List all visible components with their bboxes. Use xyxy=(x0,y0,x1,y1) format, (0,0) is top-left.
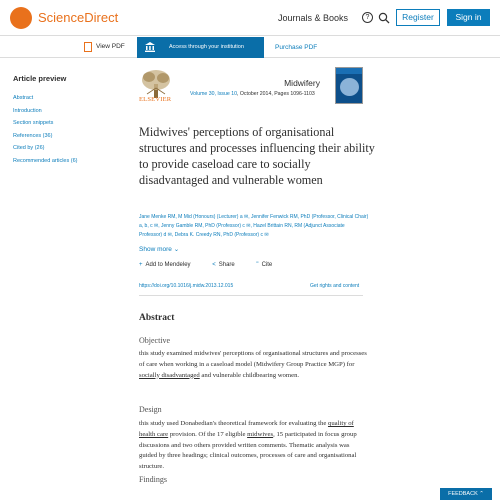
quality-of-health-care-link[interactable]: quality of health care xyxy=(139,420,354,438)
plus-icon: + xyxy=(139,262,143,268)
sciencedirect-logo-text[interactable]: ScienceDirect xyxy=(38,10,119,25)
socially-disadvantaged-link[interactable]: socially disadvantaged xyxy=(139,371,200,379)
chevron-up-icon: ⌃ xyxy=(479,491,484,497)
cover-title-band xyxy=(336,68,363,74)
volume-issue-link[interactable]: Volume 30, Issue 10 xyxy=(190,91,238,97)
sidebar-item-recommended[interactable]: Recommended articles (6) xyxy=(13,157,78,164)
article-outline-sidebar xyxy=(13,74,123,167)
share-button[interactable] xyxy=(212,262,245,268)
sign-in-button[interactable]: Sign in xyxy=(447,9,490,26)
feedback-label: FEEDBACK xyxy=(448,491,478,497)
feedback-button[interactable] xyxy=(440,488,492,500)
cite-button[interactable] xyxy=(256,262,282,268)
objective-text-1: this study examined midwives' perceptions of organisational structures and processes of care when working in a caseload model (Midwifery Group Practice MGP) for xyxy=(139,350,367,368)
add-to-mendeley-label: Add to Mendeley xyxy=(145,262,191,268)
quote-icon: " xyxy=(256,262,259,268)
help-icon[interactable]: ? xyxy=(362,12,373,23)
doi-link[interactable]: https://doi.org/10.1016/j.midw.2013.12.015 xyxy=(139,283,234,289)
divider xyxy=(139,295,363,296)
midwives-link[interactable]: midwives xyxy=(247,430,274,438)
rights-link[interactable]: Get rights and content xyxy=(310,283,360,289)
institution-icon xyxy=(145,42,155,52)
cite-label: Cite xyxy=(261,262,273,268)
article-title: Midwives' perceptions of organisational structures and processes influencing their ability to provide caseload care to socially disadvantaged and vulnerable women xyxy=(139,125,375,187)
cover-picture xyxy=(340,78,359,96)
sidebar-item-introduction[interactable]: Introduction xyxy=(13,107,42,114)
design-heading: Design xyxy=(139,405,162,414)
sidebar-item-abstract[interactable]: Abstract xyxy=(13,95,34,101)
access-through-institution-button[interactable] xyxy=(137,37,264,58)
design-text-3: , 15 participated in focus group discussions and two others provided written comments. Thematic analysis was guided by three headings; clinical outcomes, processes of care and organisational structure. xyxy=(139,430,357,471)
findings-heading: Findings xyxy=(139,475,168,484)
top-header xyxy=(0,0,500,36)
volume-pages: , October 2014, Pages 1096-1103 xyxy=(237,91,315,97)
show-more-button[interactable] xyxy=(139,245,179,253)
purchase-pdf-link[interactable]: Purchase PDF xyxy=(275,44,318,51)
pdf-icon[interactable] xyxy=(84,42,92,52)
article-actions xyxy=(139,262,292,268)
design-body xyxy=(139,419,369,473)
view-pdf-link[interactable]: View PDF xyxy=(96,43,125,50)
journal-name-link[interactable]: Midwifery xyxy=(284,78,320,88)
show-more-label: Show more xyxy=(139,246,172,253)
objective-heading: Objective xyxy=(139,336,171,345)
sidebar-title: Article preview xyxy=(13,74,67,83)
register-button[interactable]: Register xyxy=(396,9,440,26)
journal-cover-image[interactable] xyxy=(335,67,363,104)
search-icon[interactable] xyxy=(378,12,390,24)
abstract-heading: Abstract xyxy=(139,313,175,323)
sidebar-item-cited-by[interactable]: Cited by (26) xyxy=(13,145,45,151)
sidebar-item-section-snippets[interactable]: Section snippets xyxy=(13,120,54,126)
share-icon: < xyxy=(212,262,216,268)
elsevier-wordmark[interactable]: ELSEVIER xyxy=(139,96,172,103)
share-label: Share xyxy=(218,262,235,268)
journals-books-link[interactable]: Journals & Books xyxy=(278,13,349,23)
article-action-bar xyxy=(0,37,500,58)
sciencedirect-logo-icon[interactable] xyxy=(10,7,32,29)
access-button-label: Access through your institution xyxy=(169,44,244,50)
design-text-1: this study used Donabedian's theoretical framework for evaluating the xyxy=(139,420,328,427)
objective-text-2: and vulnerable childbearing women. xyxy=(199,371,300,379)
volume-info xyxy=(190,91,315,97)
chevron-down-icon: ⌄ xyxy=(173,246,180,253)
add-to-mendeley-button[interactable] xyxy=(139,262,201,268)
objective-body xyxy=(139,349,369,381)
author-list[interactable]: Jane Menke RM, M Mid (Honours) (Lecturer) a ✉, Jennifer Fenwick RM, PhD (Professor, Clinical Chair) a, b, c ✉, Jenny Gamble RM, PhD (Professor) c ✉, Hazel Brittain RN, RM (Adjunct Associate Professor) d ✉, Debra K. Creedy RN, PhD (Professor) c ✉ xyxy=(139,214,369,238)
sidebar-item-references[interactable]: References (36) xyxy=(13,132,53,139)
design-text-2: provision. Of the 17 eligible xyxy=(168,430,248,438)
